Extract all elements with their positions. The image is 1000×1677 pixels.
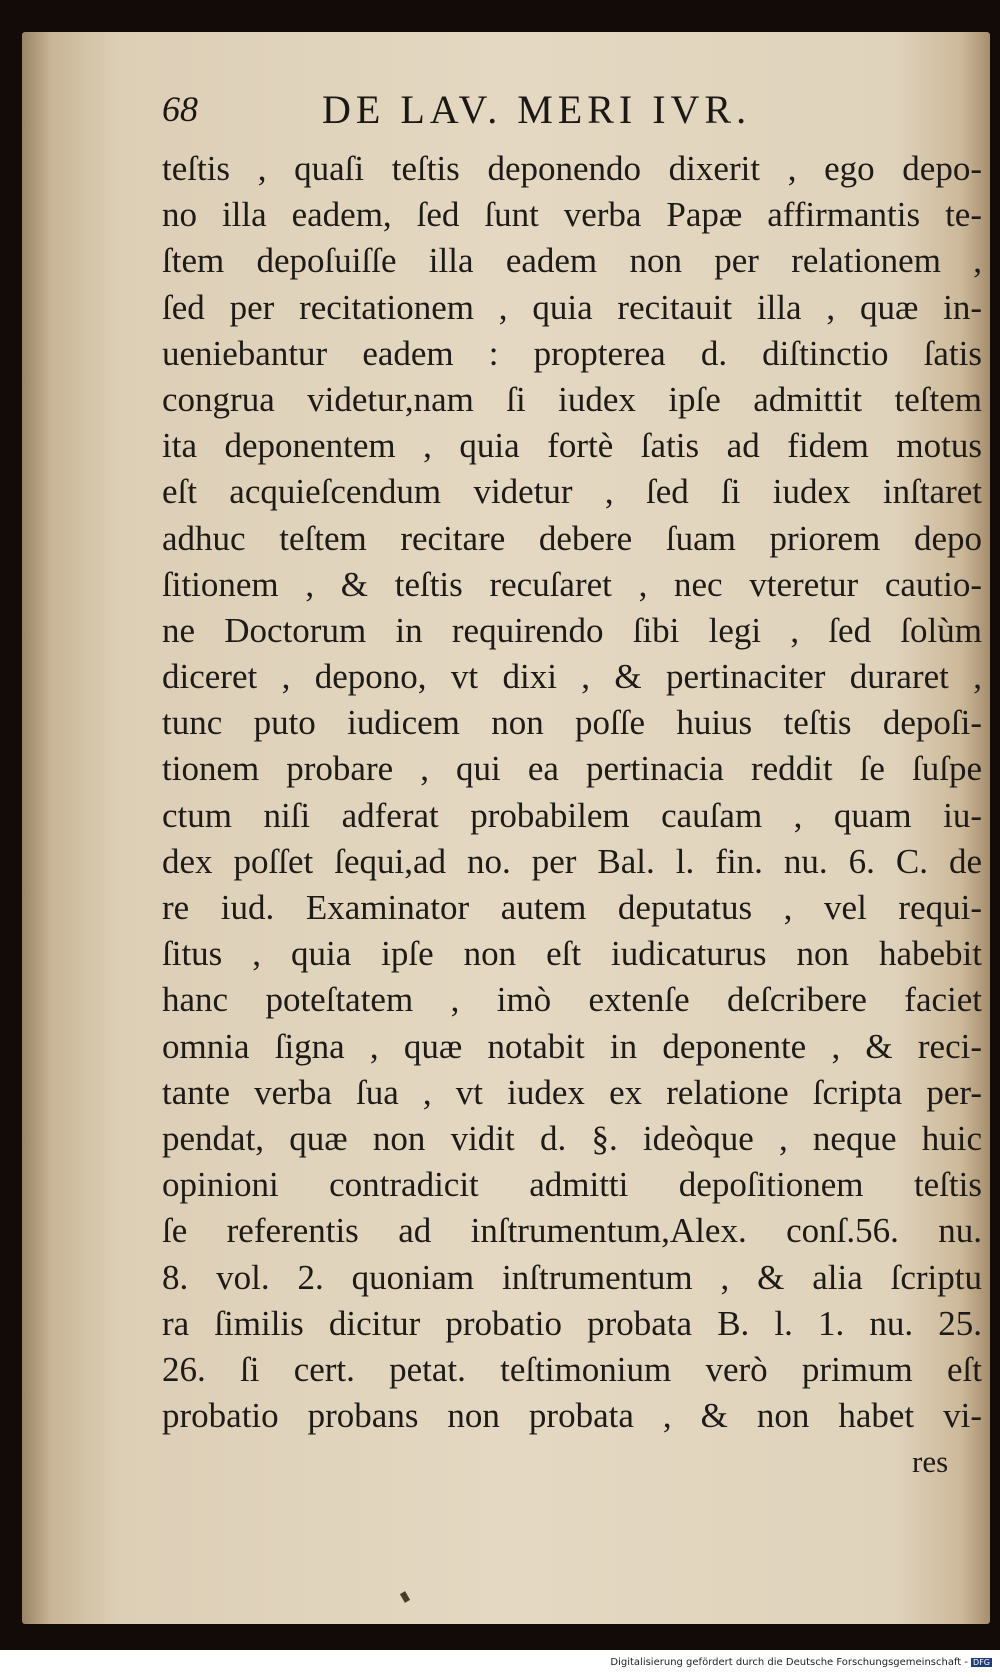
text-line: tunc puto iudicem non poſſe huius teſtis depoſi- xyxy=(162,703,982,743)
text-line: ſitionem , & teſtis recuſaret , nec vteretur cautio- xyxy=(162,564,982,604)
text-line: diceret , depono, vt dixi , & pertinaciter duraret , xyxy=(162,657,982,697)
catchword: res xyxy=(912,1444,949,1479)
text-line: opinioni contradicit admitti depoſitionem teſtis xyxy=(162,1165,982,1205)
text-line: ne Doctorum in requirendo ſibi legi , ſed ſolùm xyxy=(162,610,982,650)
text-line: ſe referentis ad inſtrumentum,Alex. conſ.56. nu. xyxy=(162,1211,982,1251)
text-line: ctum niſi adferat probabilem cauſam , quam iu- xyxy=(162,795,982,835)
book-page xyxy=(22,32,990,1624)
text-body xyxy=(162,146,982,1439)
credit-text: Digitalisierung gefördert durch die Deutsche Forschungsgemeinschaft - xyxy=(610,1657,969,1668)
text-line: ſed per recitationem , quia recitauit illa , quæ in- xyxy=(162,287,982,327)
text-line: probatio probans non probata , & non habet vi- xyxy=(162,1396,982,1436)
digitization-credit xyxy=(610,1657,992,1668)
running-title: DE LAV. MERI IVR. xyxy=(322,87,752,132)
text-line: hanc poteſtatem , imò extenſe deſcribere faciet xyxy=(162,980,982,1020)
text-line: dex poſſet ſequi,ad no. per Bal. l. fin. nu. 6. C. de xyxy=(162,841,982,881)
text-line: ra ſimilis dicitur probatio probata B. l. 1. nu. 25. xyxy=(162,1303,982,1343)
text-line: eſt acquieſcendum videtur , ſed ſi iudex inſtaret xyxy=(162,472,982,512)
text-line: ſtem depoſuiſſe illa eadem non per relationem , xyxy=(162,241,982,281)
text-line: omnia ſigna , quæ notabit in deponente , & reci- xyxy=(162,1026,982,1066)
dfg-logo: DFG xyxy=(973,1658,990,1667)
text-line: ueniebantur eadem : propterea d. diſtinctio ſatis xyxy=(162,333,982,373)
ink-speck xyxy=(400,1591,410,1603)
page-number: 68 xyxy=(162,89,198,129)
text-line: adhuc teſtem recitare debere ſuam priorem depo xyxy=(162,518,982,558)
text-line: congrua videtur,nam ſi iudex ipſe admittit teſtem xyxy=(162,379,982,419)
text-line: 26. ſi cert. petat. teſtimonium verò primum eſt xyxy=(162,1349,982,1389)
running-head xyxy=(162,80,882,140)
text-line: ita deponentem , quia fortè ſatis ad fidem motus xyxy=(162,426,982,466)
text-line: tante verba ſua , vt iudex ex relatione ſcripta per- xyxy=(162,1072,982,1112)
text-line: teſtis , quaſi teſtis deponendo dixerit , ego depo- xyxy=(162,149,982,188)
text-line: 8. vol. 2. quoniam inſtrumentum , & alia ſcriptu xyxy=(162,1257,982,1297)
text-line: tionem probare , qui ea pertinacia reddit ſe ſuſpe xyxy=(162,749,982,789)
text-line: pendat, quæ non vidit d. §. ideòque , neque huic xyxy=(162,1118,982,1158)
text-line: ſitus , quia ipſe non eſt iudicaturus non habebit xyxy=(162,934,982,974)
text-line: re iud. Examinator autem deputatus , vel requi- xyxy=(162,888,982,927)
text-line: no illa eadem, ſed ſunt verba Papæ affirmantis te- xyxy=(162,195,982,235)
